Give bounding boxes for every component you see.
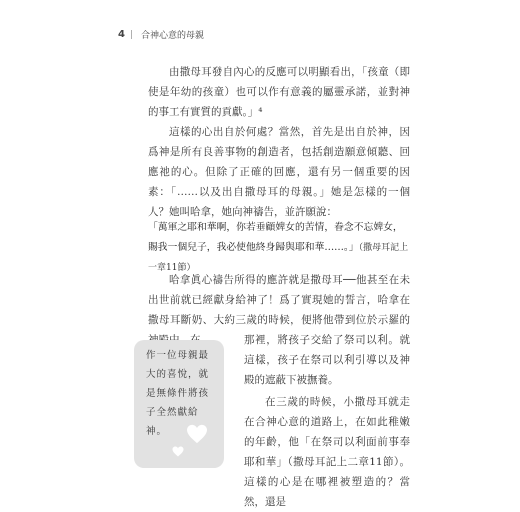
book-title: 合神心意的母親 (141, 31, 205, 41)
running-header (118, 28, 204, 41)
paragraph-4: 在三歲的時候，小撒母耳就走在合神心意的道路上，在如此稚嫩的年齡，他「在祭司以利面前事奉耶和華」（撒母耳記上二章11節）。這樣的心是在哪裡被塑造的？當然，還是 (244, 396, 410, 508)
paragraph-1: 由撒母耳發自內心的反應可以明顯看出，「孩童（即使是年幼的孩童）也可以作有意義的屬靈承諾，並對神的事工有實質的貢獻。」⁴ (148, 66, 410, 118)
scripture-quote (148, 218, 410, 278)
paragraph-3-continued: 那裡，將孩子交給了祭司以利。就這樣，孩子在祭司以利引導以及神殿的遮蔽下被撫養。 (244, 334, 410, 386)
paragraph-3: 哈拿眞心禱告所得的應許就是撒母耳──他甚至在未出世前就已經獻身給神了！爲了實現她的誓言，哈拿在撒母耳斷奶、大約三歲的時候，便將他帶到位於示羅的 (148, 274, 410, 326)
callout-text: 作一位母親最大的喜悅，就是無條件將孩子全然獻給神。 (146, 350, 210, 437)
header-separator: | (129, 29, 134, 40)
page-number: 4 (118, 29, 125, 40)
paragraph-2: 這樣的心出自於何處？當然，首先是出自於神，因爲神是所有良善事物的創造者，包括創造願意傾聽、回應祂的心。但除了正確的回應，還有另一個重要的因素：「……以及出自撒母耳的母親。」她是怎樣的一個人？她叫哈拿，她向神禱告，並許願說： (148, 126, 410, 218)
quote-citation: （撒母耳記上一章11節） (148, 243, 409, 273)
quote-text: 「萬軍之耶和華啊，你若垂顧婢女的苦情，眷念不忘婢女，賜我一個兒子，我必使他終身歸與耶和華……。」 (148, 222, 403, 253)
heart-icon (172, 446, 184, 457)
heart-icon (186, 424, 208, 444)
